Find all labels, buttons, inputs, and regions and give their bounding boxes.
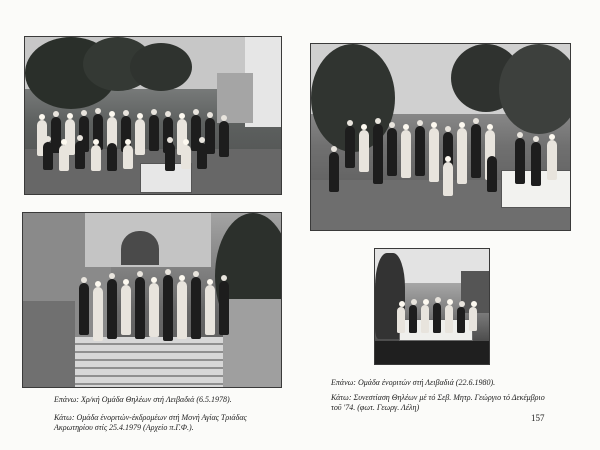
person bbox=[149, 283, 159, 337]
person bbox=[443, 162, 453, 196]
photo-floor bbox=[375, 341, 489, 364]
person bbox=[457, 128, 467, 184]
person bbox=[135, 277, 145, 339]
person bbox=[79, 283, 89, 335]
person bbox=[373, 124, 383, 184]
person bbox=[177, 281, 187, 339]
person bbox=[93, 287, 103, 341]
person bbox=[165, 143, 175, 171]
person bbox=[149, 115, 159, 151]
person bbox=[91, 145, 101, 171]
person bbox=[397, 307, 405, 333]
person bbox=[433, 303, 441, 333]
person bbox=[329, 152, 339, 192]
photo-stairs bbox=[69, 337, 237, 387]
person bbox=[107, 279, 117, 339]
person bbox=[429, 128, 439, 182]
person bbox=[469, 307, 477, 331]
photo-group-top-right bbox=[310, 43, 571, 231]
person bbox=[547, 140, 557, 180]
person bbox=[359, 130, 369, 172]
person bbox=[219, 281, 229, 335]
caption-top-left-photo: Επάνω: Χρ/κή Ομάδα Θηλέων στή Λειβαδιά (6.5.1978). bbox=[54, 395, 232, 404]
person bbox=[457, 307, 465, 333]
page-number: 157 bbox=[531, 413, 545, 423]
person bbox=[409, 305, 417, 333]
person bbox=[345, 126, 355, 168]
person bbox=[205, 285, 215, 335]
caption-top-right-photo: Επάνω: Ομάδα ένοριτών στή Λειβαδιά (22.6.1980). bbox=[331, 378, 496, 387]
photo-tree bbox=[499, 44, 571, 134]
person bbox=[487, 156, 497, 192]
person bbox=[181, 145, 191, 169]
person bbox=[59, 145, 69, 171]
photo-stone-wall bbox=[23, 301, 75, 387]
person bbox=[401, 130, 411, 178]
person bbox=[531, 142, 541, 186]
person bbox=[75, 141, 85, 169]
photo-group-bottom-left bbox=[22, 212, 282, 388]
caption-bottom-left-photo: Κάτω: Ομάδα ένοριτών-έκδρομέων στή Μονή Αγίας Τριάδας Ακρωτηρίου στίς 25.4.1979 (Αρχείο π.Γ.Φ.). bbox=[54, 413, 247, 432]
person bbox=[163, 275, 173, 341]
person bbox=[445, 305, 453, 333]
caption-bottom-right-photo: Κάτω: Συνεστίαση Θηλέων μέ τό Σεβ. Μητρ. Γεώργιο τό Δεκέμβριο τοῦ '74. (φωτ. Γεωργ. Λέλη) bbox=[331, 393, 545, 412]
person bbox=[123, 145, 133, 169]
person bbox=[43, 142, 53, 170]
person bbox=[191, 277, 201, 339]
person bbox=[415, 126, 425, 176]
photo-dinner-bottom-right bbox=[374, 248, 490, 365]
photo-arch bbox=[121, 231, 159, 265]
person bbox=[135, 119, 145, 155]
photo-stone-wall bbox=[223, 299, 281, 387]
person bbox=[471, 124, 481, 178]
person bbox=[421, 305, 429, 333]
person bbox=[515, 138, 525, 184]
photo-group-top-left bbox=[24, 36, 282, 195]
person bbox=[219, 121, 229, 157]
person bbox=[107, 143, 117, 171]
person bbox=[387, 128, 397, 176]
person bbox=[197, 143, 207, 169]
person bbox=[121, 285, 131, 335]
photo-tree bbox=[130, 43, 192, 91]
